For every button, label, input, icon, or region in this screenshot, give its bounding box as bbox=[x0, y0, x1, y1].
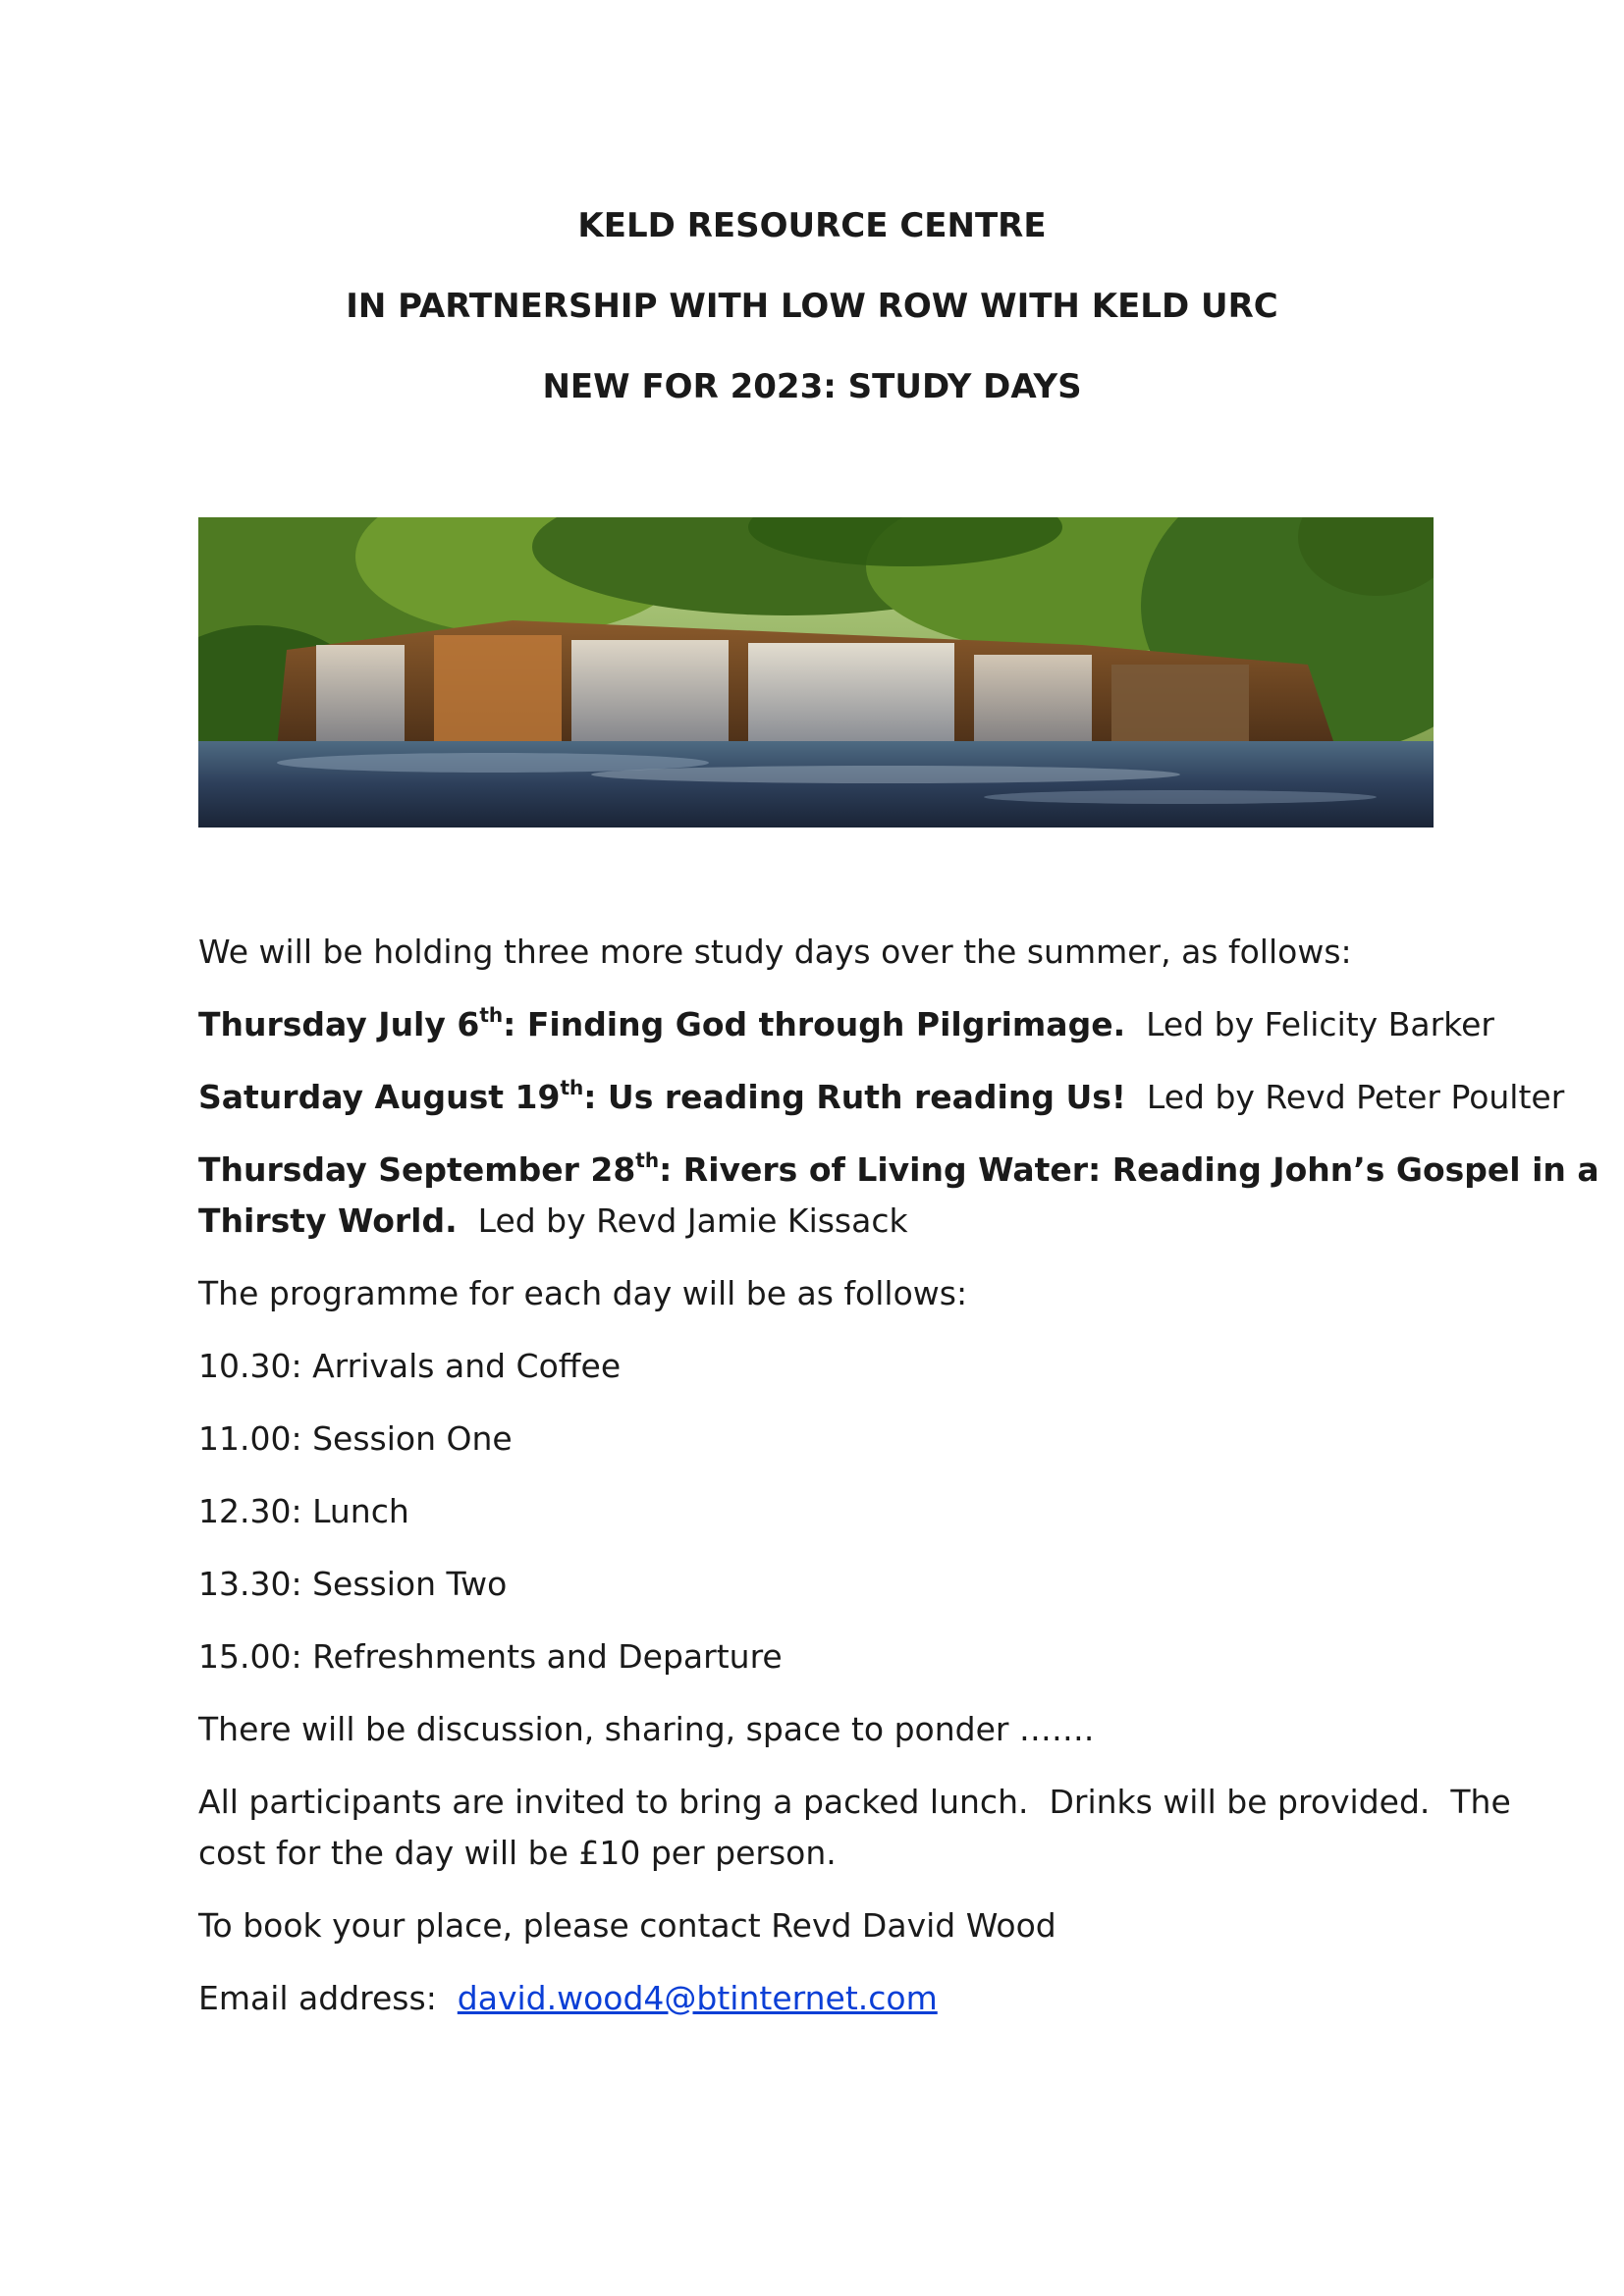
event-1-ordinal: th bbox=[479, 1003, 504, 1027]
lunch-cost-line-1: All participants are invited to bring a packed lunch. Drinks will be provided. The bbox=[198, 1783, 1511, 1821]
discussion-text: There will be discussion, sharing, space to ponder ……. bbox=[198, 1710, 1095, 1748]
heading-study-days: NEW FOR 2023: STUDY DAYS bbox=[542, 367, 1082, 406]
schedule-item: 13.30: Session Two bbox=[198, 1565, 508, 1603]
event-1-title: : Finding God through Pilgrimage. bbox=[503, 1005, 1126, 1043]
programme-intro: The programme for each day will be as follows: bbox=[198, 1274, 968, 1312]
schedule-item: 10.30: Arrivals and Coffee bbox=[198, 1347, 622, 1385]
event-2 bbox=[198, 1078, 1564, 1117]
lunch-cost-line-2: cost for the day will be £10 per person. bbox=[198, 1834, 837, 1872]
event-2-title: : Us reading Ruth reading Us! bbox=[583, 1078, 1126, 1116]
email-label: Email address: bbox=[198, 1979, 458, 2017]
intro-text: We will be holding three more study days over the summer, as follows: bbox=[198, 933, 1352, 971]
heading-centre-name: KELD RESOURCE CENTRE bbox=[577, 206, 1047, 245]
event-2-leader: Led by Revd Peter Poulter bbox=[1125, 1078, 1565, 1116]
event-3-leader: Led by Revd Jamie Kissack bbox=[457, 1201, 908, 1240]
event-3-day: Thursday September 28 bbox=[198, 1150, 636, 1189]
event-2-ordinal: th bbox=[560, 1076, 584, 1099]
email-link[interactable]: david.wood4@btinternet.com bbox=[457, 1979, 938, 2017]
schedule-item: 15.00: Refreshments and Departure bbox=[198, 1637, 783, 1676]
schedule-item: 12.30: Lunch bbox=[198, 1492, 409, 1530]
schedule-item: 11.00: Session One bbox=[198, 1419, 513, 1458]
event-1 bbox=[198, 1005, 1494, 1044]
heading-partnership: IN PARTNERSHIP WITH LOW ROW WITH KELD URC bbox=[346, 287, 1278, 326]
event-3-continued bbox=[198, 1201, 908, 1241]
event-3 bbox=[198, 1150, 1599, 1190]
event-3-title-line2: Thirsty World. bbox=[198, 1201, 458, 1240]
event-1-day: Thursday July 6 bbox=[198, 1005, 480, 1043]
event-3-ordinal: th bbox=[635, 1148, 660, 1172]
event-3-title-line1: : Rivers of Living Water: Reading John’s Gospel in a bbox=[659, 1150, 1599, 1189]
booking-text: To book your place, please contact Revd David Wood bbox=[198, 1906, 1056, 1945]
email-line bbox=[198, 1979, 938, 2018]
event-1-leader: Led by Felicity Barker bbox=[1125, 1005, 1494, 1043]
event-2-day: Saturday August 19 bbox=[198, 1078, 561, 1116]
waterfall-photo bbox=[198, 517, 1434, 828]
